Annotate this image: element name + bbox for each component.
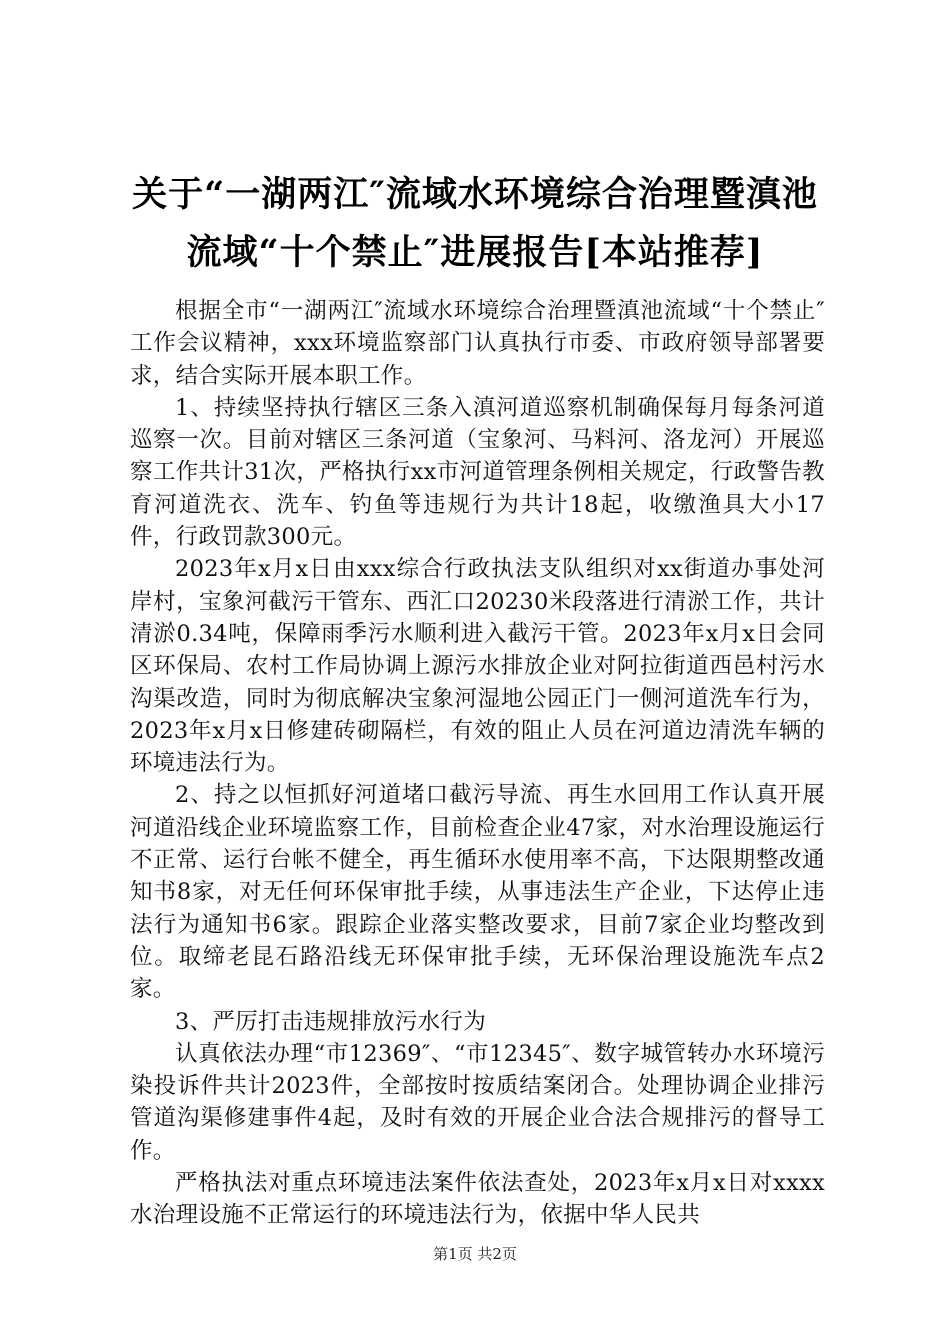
title-line-2: 流域“十个禁止″进展报告[本站推荐] bbox=[186, 232, 764, 273]
paragraph-dredging: 2023年x月x日由xxx综合行政执法支队组织对xx街道办事处河岸村，宝象河截污干管东、西汇口20230米段落进行清淤工作，共计清淤0.34吨，保障雨季污水顺利进入截污干管。2023年x月x日会同区环保局、农村工作局协调上源污水排放企业对阿拉街道西邑村污水沟渠改造，同时为彻底解决宝象河湿地公园正门一侧河道洗车行为，2023年x月x日修建砖砌隔栏，有效的阻止人员在河道边清洗车辆的环境违法行为。 bbox=[130, 556, 825, 777]
paragraph-intro: 根据全市“一湖两江″流域水环境综合治理暨滇池流域“十个禁止″工作会议精神，xxx环境监察部门认真执行市委、市政府领导部署要求，结合实际开展本职工作。 bbox=[130, 298, 825, 389]
paragraph-item-3-heading: 3、严厉打击违规排放污水行为 bbox=[175, 1008, 487, 1035]
page-footer: 第1页 共2页 bbox=[433, 1245, 517, 1263]
paragraph-item-1: 1、持续坚持执行辖区三条入滇河道巡察机制确保每月每条河道巡察一次。目前对辖区三条河道（宝象河、马料河、洛龙河）开展巡察工作共计31次，严格执行xx市河道管理条例相关规定，行政警告教育河道洗衣、洗车、钓鱼等违规行为共计18起，收缴渔具大小17件，行政罚款300元。 bbox=[130, 394, 825, 551]
document-title bbox=[100, 166, 850, 282]
paragraph-item-2: 2、持之以恒抓好河道堵口截污导流、再生水回用工作认真开展河道沿线企业环境监察工作，目前检查企业47家，对水治理设施运行不正常、运行台帐不健全，再生循环水使用率不高，下达限期整改通知书8家，对无任何环保审批手续，从事违法生产企业，下达停止违法行为通知书6家。跟踪企业落实整改要求，目前7家企业均整改到位。取缔老昆石路沿线无环保审批手续，无环保治理设施洗车点2家。 bbox=[130, 782, 825, 1003]
paragraph-complaints: 认真依法办理“市12369″、“市12345″、数字城管转办水环境污染投诉件共计2023件，全部按时按质结案闭合。处理协调企业排污管道沟渠修建事件4起，及时有效的开展企业合法合规排污的督导工作。 bbox=[130, 1040, 825, 1164]
title-line-1: 关于“一湖两江″流域水环境综合治理暨滇池 bbox=[132, 174, 818, 215]
document-body bbox=[130, 295, 825, 1232]
paragraph-enforcement: 严格执法对重点环境违法案件依法查处，2023年x月x日对xxxx水治理设施不正常运行的环境违法行为，依据中华人民共 bbox=[130, 1170, 825, 1229]
